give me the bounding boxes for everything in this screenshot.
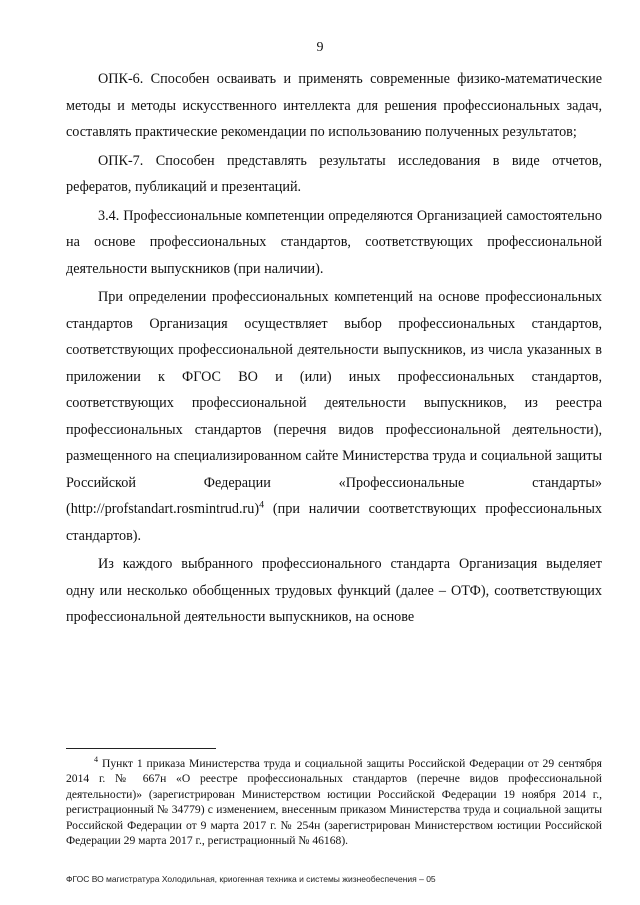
- footnote-mark: 4: [94, 755, 99, 765]
- footnote-text: Пункт 1 приказа Министерства труда и социальной защиты Российской Федерации от 29 сентября 2014 г. № 667н «О реестре профессиональных стандартов (перечне видов профессиональной деятельности)» (зарегистрирован Министерством юстиции Российской Федерации 19 ноября 2014 г., регистрационный № 34779) с изменением, внесенным приказом Министерства труда и социальной защиты Российской Федерации от 9 марта 2017 г. № 254н (зарегистрирован Министерством юстиции Российской Федерации 29 марта 2017 г., регистрационный № 46168).: [66, 757, 602, 848]
- footnote-4: [66, 756, 602, 848]
- main-text: [66, 66, 602, 631]
- footnote-divider: [66, 748, 216, 749]
- paragraph-3-4: 3.4. Профессиональные компетенции определяются Организацией самостоятельно на основе профессиональных стандартов, соответствующих профессиональной деятельности выпускников (при наличии).: [66, 207, 602, 277]
- paragraph-prof-standards-tail: (при наличии соответствующих профессиональных стандартов).: [66, 501, 602, 544]
- page-footer: ФГОС ВО магистратура Холодильная, криогенная техника и системы жизнеобеспечения – 05: [66, 874, 436, 884]
- paragraph-opk7: ОПК-7. Способен представлять результаты исследования в виде отчетов, рефератов, публикаций и презентаций.: [66, 152, 602, 195]
- footnote-reference[interactable]: 4: [259, 499, 265, 511]
- paragraph-otf: Из каждого выбранного профессионального стандарта Организация выделяет одну или несколько обобщенных трудовых функций (далее – ОТФ), соответствующих профессиональной деятельности выпускников, на основе: [66, 556, 602, 625]
- page-number: 9: [316, 40, 324, 55]
- footnotes: [66, 756, 602, 848]
- paragraph-opk6: ОПК-6. Способен осваивать и применять современные физико-математические методы и методы искусственного интеллекта для решения профессиональных задач, составлять практические рекомендации по использованию полученных результатов;: [66, 71, 602, 140]
- paragraph-prof-standards: [66, 284, 602, 549]
- paragraph-prof-standards-text: При определении профессиональных компетенций на основе профессиональных стандартов Организация осуществляет выбор профессиональных стандартов, соответствующих профессиональной деятельности выпускников, из числа указанных в приложении к ФГОС ВО и (или) иных профессиональных стандартов, соответствующих профессиональной деятельности выпускников, из реестра профессиональных стандартов (перечня видов профессиональной деятельности), размещенного на специализированном сайте Министерства труда и социальной защиты Российской Федерации «Профессиональные стандарты» (http://profstandart.rosmintrud.ru): [66, 289, 602, 517]
